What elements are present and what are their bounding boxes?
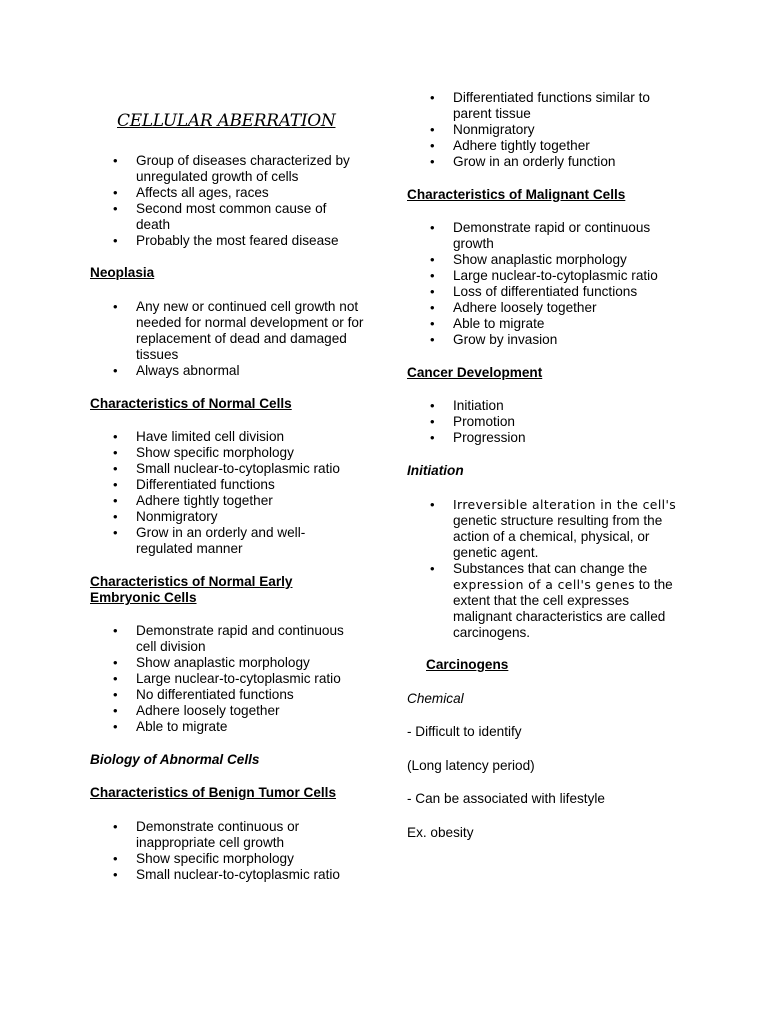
list-item: • Small nuclear-to-cytoplasmic ratio [90,461,380,477]
list-item: • Show anaplastic morphology [90,655,380,671]
list-item [407,497,678,561]
benign-cells-list [90,819,380,883]
list-item: • No differentiated functions [90,687,380,703]
example-line: Ex. obesity [407,825,474,840]
list-item: • Group of diseases characterized by unregulated growth of cells [90,153,356,185]
list-item: • Affects all ages, races [90,185,380,201]
latency-line: (Long latency period) [407,758,535,773]
benign-cells-list-continued [407,90,707,170]
list-item: • Show specific morphology [90,445,380,461]
list-item: • Large nuclear-to-cytoplasmic ratio [90,671,380,687]
normal-cells-list [90,429,380,557]
initiation-text-rest: genetic structure resulting from the action of a chemical, physical, or genetic agent. [453,513,663,560]
list-item: • Demonstrate rapid and continuous cell division [90,623,361,655]
list-item [407,561,678,641]
initiation-text-lead: Substances that can change the [453,561,648,576]
cancer-development-list [407,398,707,446]
list-item: • Able to migrate [407,316,707,332]
list-item: • Grow by invasion [407,332,707,348]
cancer-development-heading: Cancer Development [407,365,543,380]
list-item: • Probably the most feared disease [90,233,380,249]
normal-cells-heading: Characteristics of Normal Cells [90,396,292,411]
list-item: • Small nuclear-to-cytoplasmic ratio [90,867,380,883]
initiation-heading: Initiation [407,463,464,478]
difficult-line: - Difficult to identify [407,724,522,739]
embryonic-cells-list [90,623,380,735]
list-item: • Progression [407,430,707,446]
initiation-text-mid: expression of a cell's genes [453,577,635,592]
list-item: • Adhere loosely together [407,300,707,316]
lifestyle-line: - Can be associated with lifestyle [407,791,605,806]
list-item: • Demonstrate continuous or inappropriate cell growth [90,819,351,851]
malignant-cells-list [407,220,707,348]
biology-heading: Biology of Abnormal Cells [90,752,260,767]
list-item: • Nonmigratory [407,122,707,138]
list-item: • Grow in an orderly and well-regulated manner [90,525,326,557]
malignant-cells-heading: Characteristics of Malignant Cells [407,187,626,202]
list-item: • Differentiated functions [90,477,380,493]
list-item: • Second most common cause of death [90,201,356,233]
intro-list [90,153,380,249]
list-item: • Have limited cell division [90,429,380,445]
embryonic-cells-heading: Characteristics of Normal Early Embryonic Cells [90,574,293,605]
list-item: • Show anaplastic morphology [407,252,707,268]
list-item: • Loss of differentiated functions [407,284,707,300]
list-item: • Any new or continued cell growth not needed for normal development or for replacement of dead and damaged tissues [90,299,366,363]
carcinogens-heading: Carcinogens [426,657,509,672]
benign-cells-heading: Characteristics of Benign Tumor Cells [90,785,337,800]
initiation-text-rest: to the extent that the cell expresses malignant characteristics are called carcinogens. [453,577,673,640]
list-item: • Adhere tightly together [90,493,380,509]
neoplasia-heading: Neoplasia [90,265,155,280]
list-item: • Promotion [407,414,707,430]
list-item: • Adhere tightly together [407,138,707,154]
initiation-text-lead: Irreversible alteration in the cell's [453,497,677,512]
list-item: • Always abnormal [90,363,380,379]
page-title: CELLULAR ABERRATION [117,111,336,131]
list-item: • Demonstrate rapid or continuous growth [407,220,668,252]
list-item: • Grow in an orderly function [407,154,707,170]
list-item: • Differentiated functions similar to parent tissue [407,90,668,122]
list-item: • Initiation [407,398,707,414]
list-item: • Adhere loosely together [90,703,380,719]
initiation-list [407,497,707,641]
list-item: • Large nuclear-to-cytoplasmic ratio [407,268,707,284]
neoplasia-list [90,299,380,379]
list-item: • Show specific morphology [90,851,380,867]
list-item: • Nonmigratory [90,509,380,525]
list-item: • Able to migrate [90,719,380,735]
chemical-label: Chemical [407,691,464,706]
